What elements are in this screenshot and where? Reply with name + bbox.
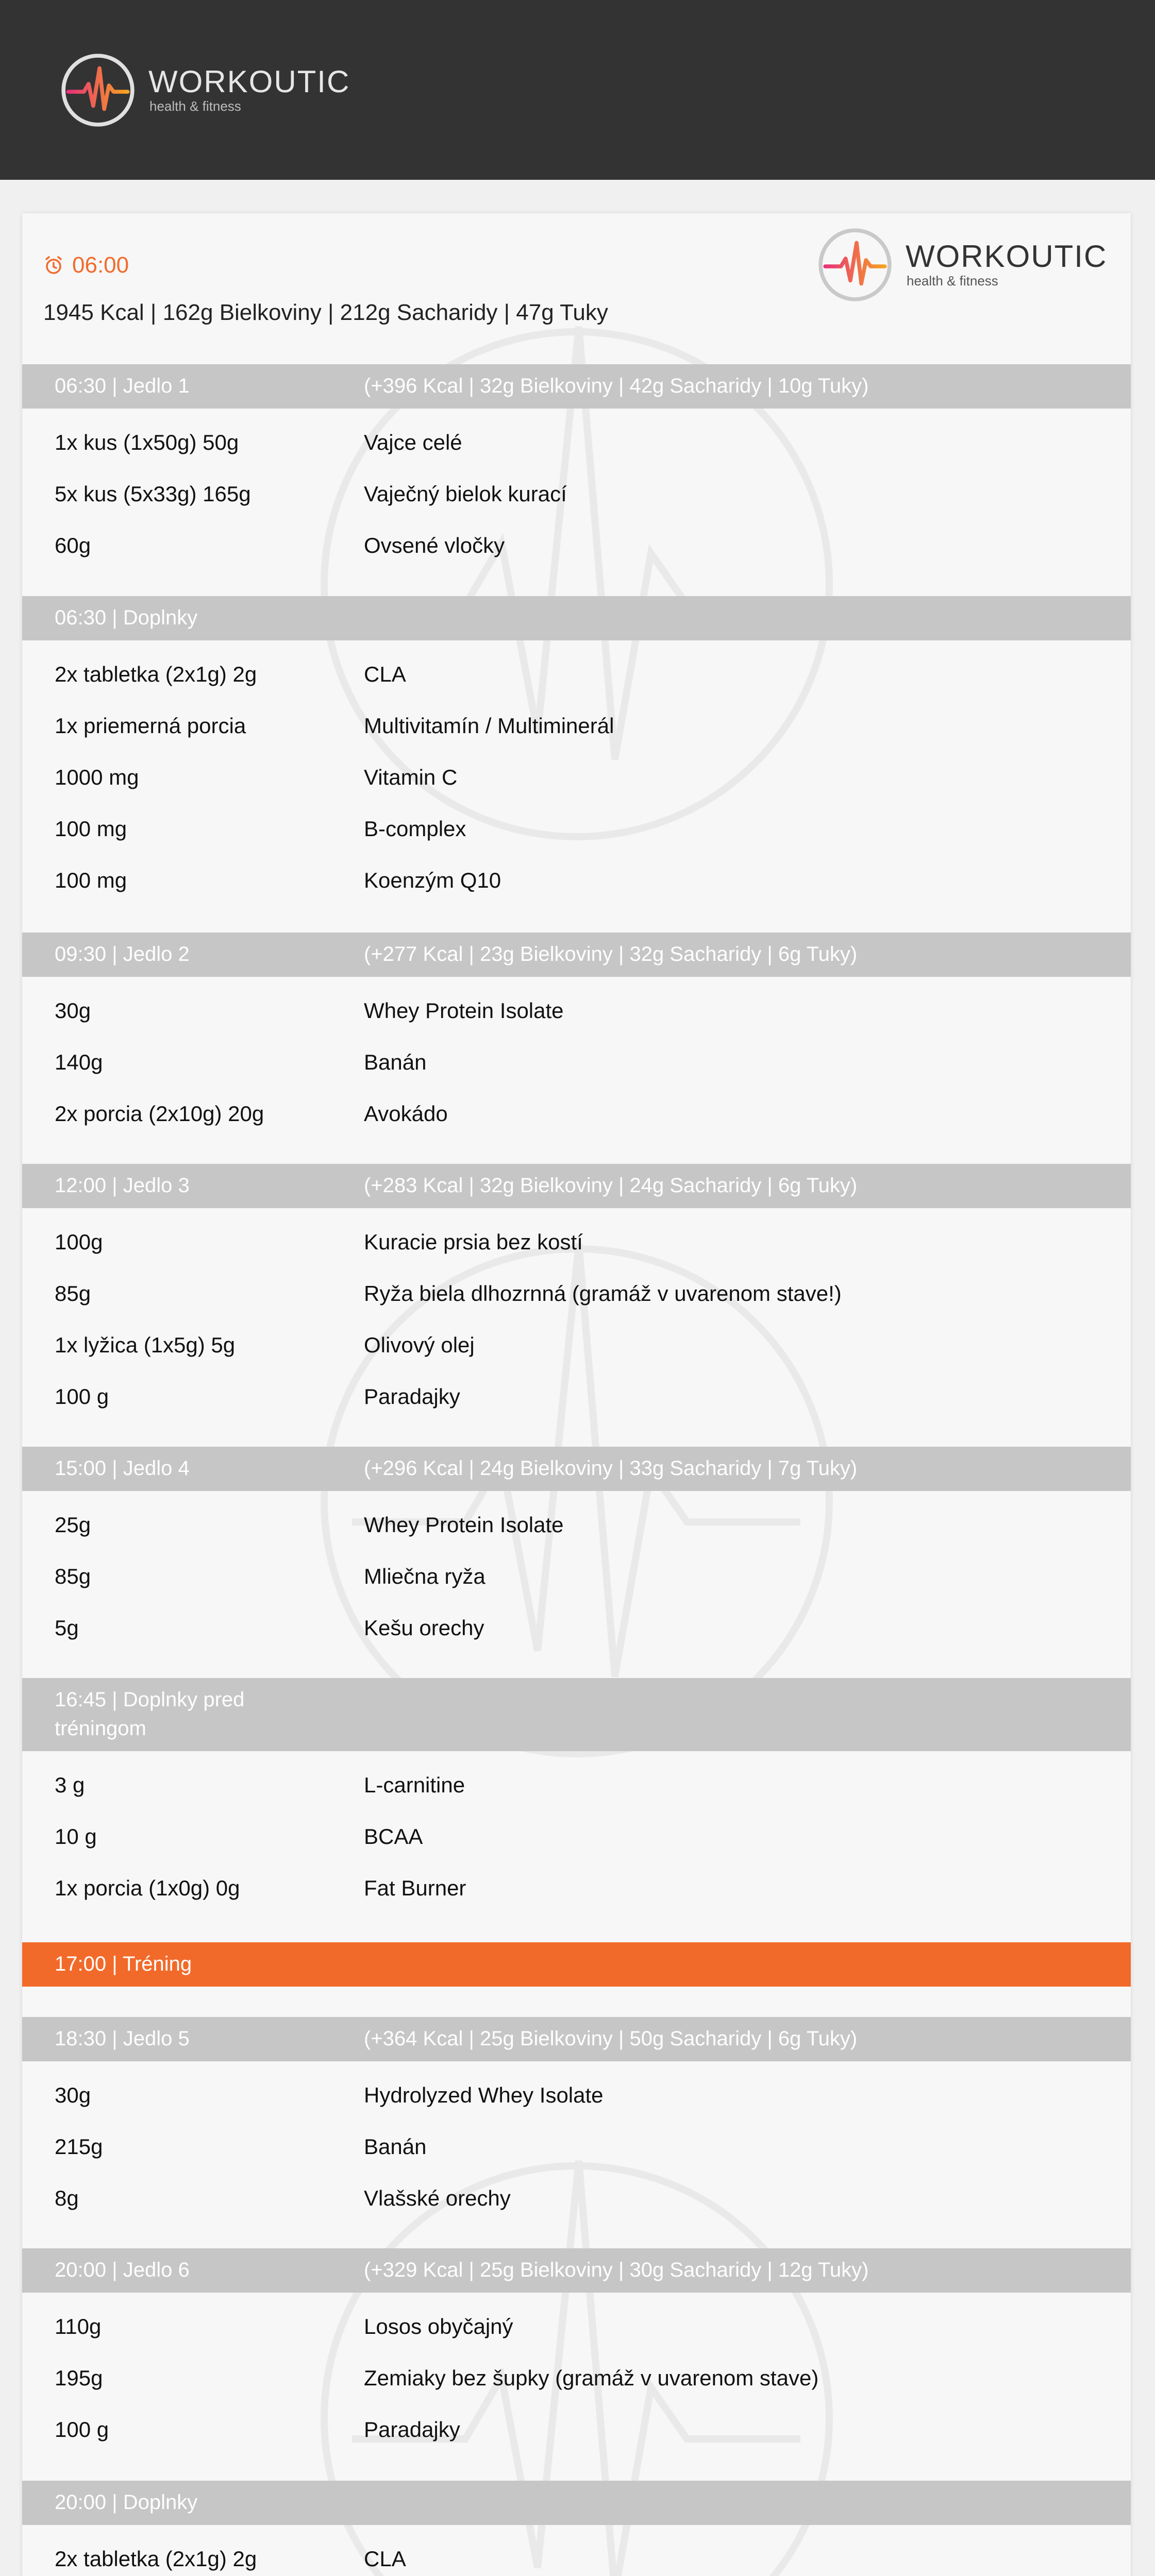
list-item xyxy=(22,2121,1131,2173)
item-quantity: 5g xyxy=(55,1616,79,1640)
item-food: Losos obyčajný xyxy=(364,2314,513,2338)
daily-summary: 1945 Kcal | 162g Bielkoviny | 212g Sacharidy | 47g Tuky xyxy=(43,300,608,325)
item-food: CLA xyxy=(364,2547,406,2571)
item-quantity: 1000 mg xyxy=(55,765,139,789)
list-item xyxy=(22,855,1131,906)
list-item xyxy=(22,1268,1131,1319)
meal-section xyxy=(22,933,1131,1140)
item-quantity: 100 mg xyxy=(55,868,127,892)
meal-section xyxy=(22,1447,1131,1654)
item-food: Paradajky xyxy=(364,2417,460,2442)
item-food: Koenzým Q10 xyxy=(364,868,501,892)
list-item xyxy=(22,417,1131,468)
section-title: 18:30 | Jedlo 5 xyxy=(55,2027,190,2050)
section-header xyxy=(22,2248,1131,2293)
item-quantity: 30g xyxy=(55,2083,91,2107)
list-item xyxy=(22,468,1131,520)
section-items xyxy=(22,1751,1131,1914)
section-macros: (+396 Kcal | 32g Bielkoviny | 42g Sacharidy | 10g Tuky) xyxy=(364,375,869,397)
item-quantity: 85g xyxy=(55,1281,91,1306)
item-food: Banán xyxy=(364,1050,427,1074)
section-items xyxy=(22,409,1131,571)
item-quantity: 30g xyxy=(55,998,91,1023)
list-item xyxy=(22,1371,1131,1422)
alarm-clock-icon xyxy=(43,255,64,276)
item-quantity: 1x porcia (1x0g) 0g xyxy=(55,1876,240,1900)
item-quantity: 3 g xyxy=(55,1773,85,1797)
meal-section xyxy=(22,2248,1131,2455)
item-quantity: 100g xyxy=(55,1230,103,1254)
list-item xyxy=(22,1037,1131,1088)
section-items xyxy=(22,2525,1131,2576)
item-food: Ovsené vločky xyxy=(364,533,505,557)
section-header xyxy=(22,1447,1131,1491)
item-quantity: 1x kus (1x50g) 50g xyxy=(55,430,239,454)
section-macros: (+364 Kcal | 25g Bielkoviny | 50g Sacharidy | 6g Tuky) xyxy=(364,2027,858,2050)
meal-section xyxy=(22,1678,1131,1914)
section-macros: (+277 Kcal | 23g Bielkoviny | 32g Sacharidy | 6g Tuky) xyxy=(364,943,858,965)
list-item xyxy=(22,1759,1131,1811)
item-quantity: 5x kus (5x33g) 165g xyxy=(55,482,251,506)
item-quantity: 25g xyxy=(55,1513,91,1537)
item-quantity: 215g xyxy=(55,2134,103,2159)
item-quantity: 10 g xyxy=(55,1824,97,1849)
section-macros: (+329 Kcal | 25g Bielkoviny | 30g Sacharidy | 12g Tuky) xyxy=(364,2259,869,2281)
item-food: CLA xyxy=(364,662,406,686)
item-food: Kešu orechy xyxy=(364,1616,484,1640)
item-food: Paradajky xyxy=(364,1384,460,1409)
list-item xyxy=(22,803,1131,855)
section-items xyxy=(22,1491,1131,1654)
item-quantity: 2x porcia (2x10g) 20g xyxy=(55,1101,264,1126)
item-food: Kuracie prsia bez kostí xyxy=(364,1230,583,1254)
item-quantity: 2x tabletka (2x1g) 2g xyxy=(55,2547,257,2571)
brand-name: WORKOUTIC xyxy=(148,64,350,99)
brand-name: WORKOUTIC xyxy=(906,239,1108,274)
meal-section xyxy=(22,596,1131,906)
section-title: 16:45 | Doplnky pred tréningom xyxy=(55,1688,245,1740)
list-item xyxy=(22,985,1131,1037)
item-food: Zemiaky bez šupky (gramáž v uvarenom stave) xyxy=(364,2366,819,2390)
meal-plan-card xyxy=(22,213,1131,2576)
item-food: Hydrolyzed Whey Isolate xyxy=(364,2083,604,2107)
list-item xyxy=(22,1862,1131,1914)
top-header-bar xyxy=(0,0,1155,180)
section-title: 20:00 | Jedlo 6 xyxy=(55,2259,190,2281)
list-item xyxy=(22,649,1131,700)
list-item xyxy=(22,1088,1131,1140)
section-items xyxy=(22,977,1131,1140)
item-food: Ryža biela dlhozrnná (gramáž v uvarenom stave!) xyxy=(364,1281,842,1306)
list-item xyxy=(22,1216,1131,1268)
item-food: Whey Protein Isolate xyxy=(364,1513,564,1537)
list-item xyxy=(22,752,1131,803)
item-quantity: 100 g xyxy=(55,1384,109,1409)
section-header xyxy=(22,2017,1131,2061)
item-quantity: 110g xyxy=(55,2314,102,2338)
section-title: 06:30 | Doplnky xyxy=(55,606,198,629)
section-title: 17:00 | Tréning xyxy=(55,1953,192,1975)
section-items xyxy=(22,2061,1131,2224)
item-food: Vaječný bielok kurací xyxy=(364,482,567,506)
item-quantity: 85g xyxy=(55,1564,91,1588)
list-item xyxy=(22,1499,1131,1551)
item-quantity: 60g xyxy=(55,533,91,557)
meal-section xyxy=(22,2017,1131,2224)
list-item xyxy=(22,1319,1131,1371)
plan-start-time xyxy=(43,252,129,278)
item-food: Mliečna ryža xyxy=(364,1564,486,1588)
list-item xyxy=(22,2173,1131,2224)
list-item xyxy=(22,2404,1131,2455)
list-item xyxy=(22,2070,1131,2121)
section-macros: (+296 Kcal | 24g Bielkoviny | 33g Sacharidy | 7g Tuky) xyxy=(364,1457,858,1480)
section-macros: (+283 Kcal | 32g Bielkoviny | 24g Sacharidy | 6g Tuky) xyxy=(364,1174,858,1197)
item-food: Vitamin C xyxy=(364,765,458,789)
item-food: Multivitamín / Multiminerál xyxy=(364,714,614,738)
section-header xyxy=(22,933,1131,977)
section-title: 15:00 | Jedlo 4 xyxy=(55,1457,190,1480)
item-food: L-carnitine xyxy=(364,1773,465,1797)
item-quantity: 1x lyžica (1x5g) 5g xyxy=(55,1333,236,1357)
list-item xyxy=(22,520,1131,571)
section-header xyxy=(22,364,1131,409)
item-food: B-complex xyxy=(364,817,466,841)
section-header xyxy=(22,2481,1131,2525)
section-title: 20:00 | Doplnky xyxy=(55,2491,198,2514)
item-quantity: 100 mg xyxy=(55,817,127,841)
item-food: Olivový olej xyxy=(364,1333,475,1357)
item-food: Banán xyxy=(364,2134,427,2159)
card-brand-logo xyxy=(816,226,1107,304)
brand-logo[interactable] xyxy=(59,51,350,129)
section-title: 06:30 | Jedlo 1 xyxy=(55,375,190,397)
item-food: Vlašské orechy xyxy=(364,2186,511,2210)
section-items xyxy=(22,640,1131,906)
list-item xyxy=(22,1602,1131,1654)
item-food: Fat Burner xyxy=(364,1876,466,1900)
item-food: Avokádo xyxy=(364,1101,448,1126)
item-food: Whey Protein Isolate xyxy=(364,998,564,1023)
section-title: 09:30 | Jedlo 2 xyxy=(55,943,190,965)
item-food: Vajce celé xyxy=(364,430,462,454)
item-quantity: 1x priemerná porcia xyxy=(55,714,246,738)
training-header xyxy=(22,1942,1131,1987)
list-item xyxy=(22,2301,1131,2352)
item-quantity: 195g xyxy=(55,2366,103,2390)
meal-section xyxy=(22,1164,1131,1422)
meal-section xyxy=(22,1942,1131,1987)
item-food: BCAA xyxy=(364,1824,423,1849)
item-quantity: 2x tabletka (2x1g) 2g xyxy=(55,662,257,686)
meal-section xyxy=(22,2481,1131,2576)
section-items xyxy=(22,1208,1131,1422)
list-item xyxy=(22,700,1131,752)
item-quantity: 140g xyxy=(55,1050,103,1074)
meal-section xyxy=(22,364,1131,571)
pulse-logo-icon xyxy=(816,226,894,304)
item-quantity: 100 g xyxy=(55,2417,109,2442)
item-quantity: 8g xyxy=(55,2186,79,2210)
section-header xyxy=(22,1164,1131,1208)
section-header xyxy=(22,596,1131,640)
list-item xyxy=(22,2352,1131,2404)
section-title: 12:00 | Jedlo 3 xyxy=(55,1174,190,1197)
list-item xyxy=(22,1811,1131,1862)
list-item xyxy=(22,2533,1131,2576)
list-item xyxy=(22,1551,1131,1602)
section-items xyxy=(22,2293,1131,2455)
brand-tagline: health & fitness xyxy=(907,273,998,289)
pulse-logo-icon xyxy=(59,51,137,129)
start-time-text: 06:00 xyxy=(72,252,129,278)
brand-tagline: health & fitness xyxy=(149,98,241,114)
section-header xyxy=(22,1678,1131,1751)
